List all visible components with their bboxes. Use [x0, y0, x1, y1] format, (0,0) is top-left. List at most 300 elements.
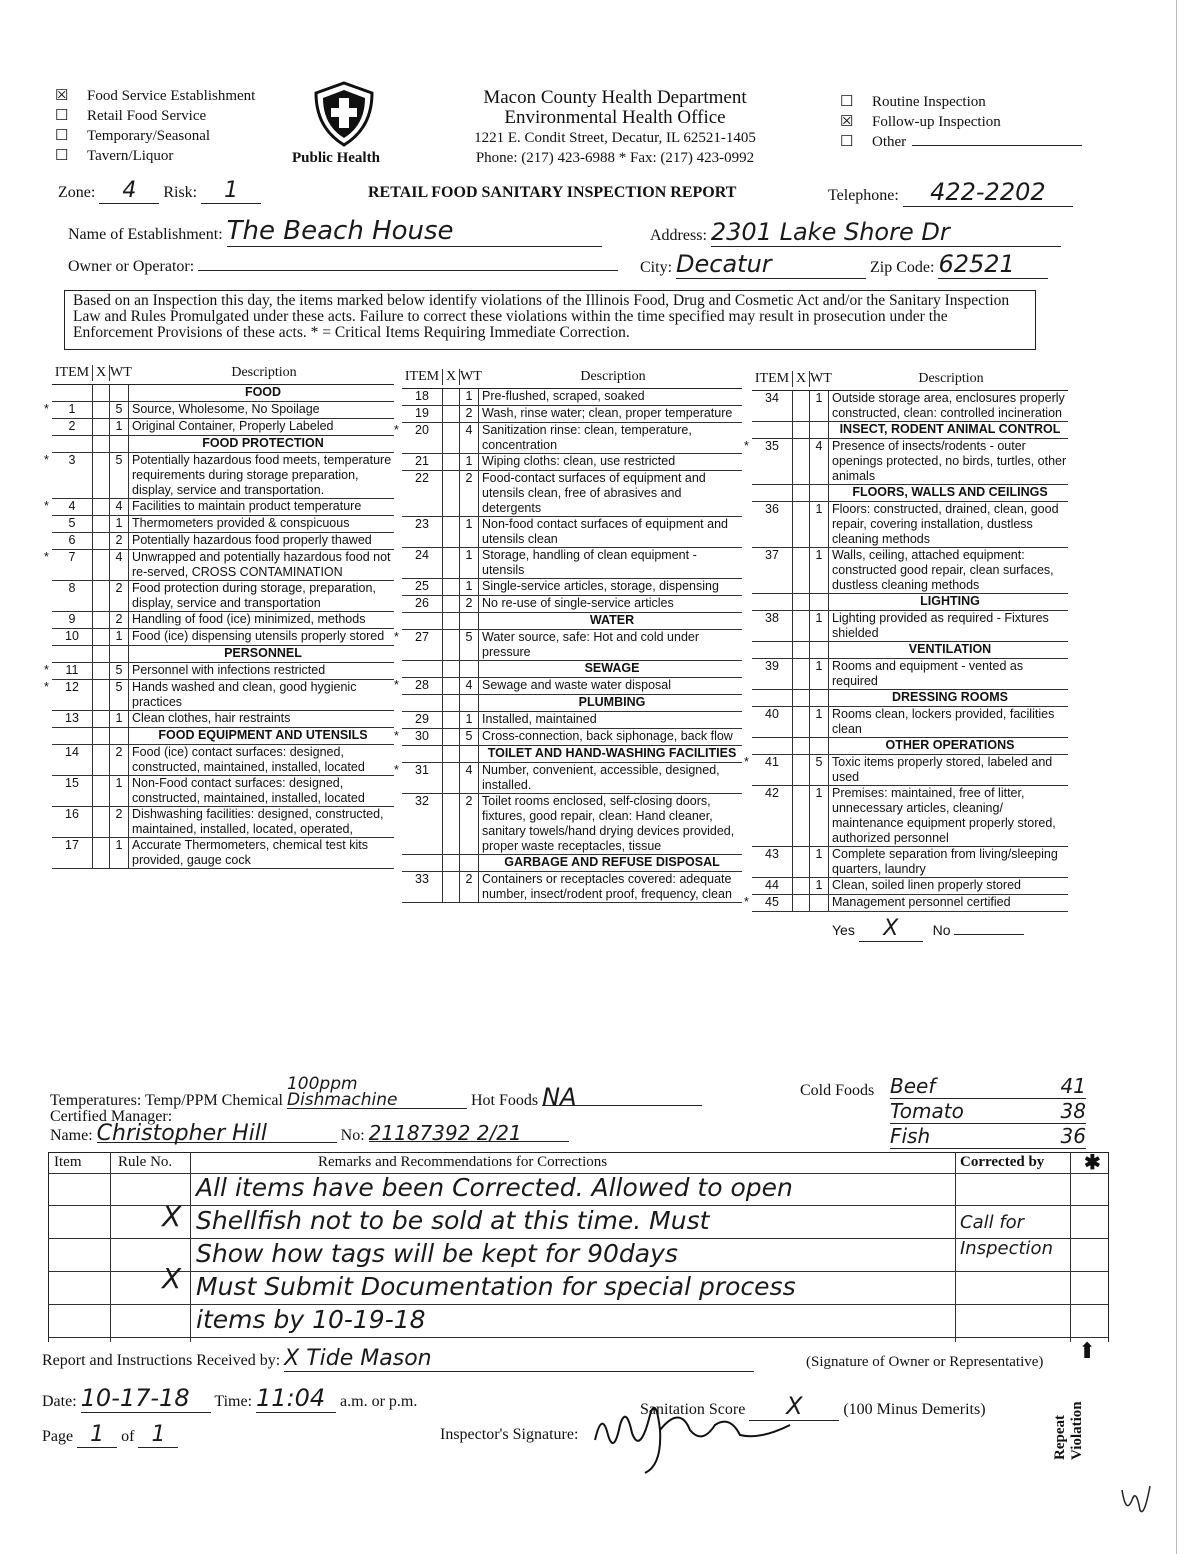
remarks-text-header: Remarks and Recommendations for Corrections: [318, 1154, 608, 1170]
violation-mark-cell[interactable]: [92, 516, 110, 532]
item-number: 8: [68, 581, 76, 595]
checkbox-label: Tavern/Liquor: [87, 148, 174, 164]
item-description: Food-contact surfaces of equipment and utensils clean, free of abrasives and detergents: [482, 471, 706, 515]
score-value: X: [749, 1392, 839, 1421]
violation-mark-cell[interactable]: [792, 878, 810, 894]
item-description: No re-use of single-service articles: [482, 596, 674, 610]
inspection-item-row: [52, 402, 394, 419]
item-number: * 35: [752, 439, 792, 484]
violation-mark-cell[interactable]: [442, 794, 460, 854]
inspection-item-row: [52, 612, 394, 629]
inspection-item-row: [752, 502, 1068, 548]
inspection-item-row: [752, 878, 1068, 895]
violation-mark-cell[interactable]: [92, 402, 110, 418]
item-number: 10: [65, 629, 79, 643]
item-weight: 2: [110, 807, 129, 837]
item-weight: 4: [110, 499, 129, 515]
remarks-right-border: [1108, 1152, 1109, 1342]
section-heading-text: TOILET AND HAND-WASHING FACILITIES: [487, 746, 737, 760]
page-edge: [1176, 0, 1177, 1554]
logo-label: Public Health: [292, 150, 380, 166]
item-weight: 1: [460, 454, 479, 470]
item-weight: 5: [110, 680, 129, 710]
item-description: Original Container, Properly Labeled: [132, 419, 334, 433]
inspector-signature: [590, 1385, 810, 1475]
remarks-rule-header: Rule No.: [118, 1154, 173, 1170]
item-weight: 1: [810, 707, 829, 737]
item-weight: 5: [460, 630, 479, 660]
violation-mark-cell[interactable]: [792, 847, 810, 877]
checkbox-icon[interactable]: ☐: [55, 108, 69, 124]
item-weight: 4: [110, 550, 129, 580]
item-number: 43: [765, 847, 779, 861]
inspection-item-row: [52, 680, 394, 711]
no-mark: [954, 920, 1024, 935]
item-weight: [810, 895, 829, 911]
inspection-item-row: [52, 629, 394, 646]
item-number: 39: [765, 659, 779, 673]
certified-manager-label: Certified Manager:: [50, 1108, 173, 1125]
inspection-item-row: [402, 596, 742, 613]
corrected-by-header: Corrected by: [960, 1154, 1045, 1170]
remark-text: items by 10-19-18: [196, 1305, 426, 1334]
item-weight: 5: [460, 729, 479, 745]
item-number: 18: [415, 389, 429, 403]
item-weight: 1: [460, 517, 479, 547]
received-by-field: [42, 1346, 754, 1372]
item-description: Potentially hazardous food properly thawed: [132, 533, 372, 547]
zone-field: [58, 178, 261, 204]
item-description: Premises: maintained, free of litter, unnecessary articles, cleaning/ maintenance equipment properly stored, authorized personnel: [832, 786, 1056, 845]
risk-value: 1: [201, 178, 261, 204]
item-number: 26: [415, 596, 429, 610]
violation-mark-cell[interactable]: [442, 471, 460, 516]
violation-mark-cell[interactable]: [442, 712, 460, 728]
checkbox-row: [840, 132, 1082, 152]
violation-mark-cell[interactable]: [442, 548, 460, 578]
checkbox-icon[interactable]: ☐: [840, 134, 854, 150]
zone-label: Zone:: [58, 184, 96, 201]
section-heading-text: PLUMBING: [578, 695, 646, 709]
item-description: Presence of insects/rodents - outer openings protected, no birds, turtles, other animals: [832, 439, 1067, 483]
remark-row: [48, 1239, 1108, 1272]
manager-name-value: Christopher Hill: [97, 1126, 337, 1143]
violation-mark-cell[interactable]: [92, 711, 110, 727]
item-description: Handling of food (ice) minimized, methods: [132, 612, 366, 626]
section-heading: [402, 855, 742, 872]
received-by-label: Report and Instructions Received by:: [42, 1352, 281, 1369]
cold-food-temp: 38: [1060, 1099, 1086, 1123]
inspection-item-row: [752, 548, 1068, 594]
violation-mark-cell[interactable]: [792, 895, 810, 911]
section-heading-text: FOOD: [244, 385, 282, 399]
item-description: Containers or receptacles covered: adequate number, insect/rodent proof, frequency, clean: [482, 872, 732, 901]
inspection-item-row: [402, 389, 742, 406]
item-description: Food (ice) contact surfaces: designed, constructed, maintained, installed, located: [132, 745, 365, 774]
section-heading-text: GARBAGE AND REFUSE DISPOSAL: [504, 855, 720, 869]
violation-mark-cell[interactable]: [92, 533, 110, 549]
item-number: 24: [415, 548, 429, 562]
item-description: Management personnel certified: [832, 895, 1011, 909]
violation-mark-cell[interactable]: [442, 517, 460, 547]
hot-foods-value: NA: [542, 1089, 702, 1106]
item-number: 17: [65, 838, 79, 852]
inspection-item-row: [752, 847, 1068, 878]
violation-mark-cell[interactable]: [92, 453, 110, 498]
inspection-item-row: [402, 678, 742, 695]
item-number: 9: [68, 612, 76, 626]
item-number: * 11: [52, 663, 92, 679]
item-weight: 1: [810, 659, 829, 689]
section-heading: [52, 646, 394, 663]
public-health-logo-icon: [312, 80, 376, 148]
item-weight: 1: [110, 776, 129, 806]
margin-scribble: [1118, 1480, 1158, 1520]
item-number: * 3: [52, 453, 92, 498]
item-description: Hands washed and clean, good hygienic practices: [132, 680, 357, 709]
yes-label: Yes: [832, 922, 855, 938]
item-description: Cross-connection, back siphonage, back flow: [482, 729, 733, 743]
item-number: * 12: [52, 680, 92, 710]
inspection-item-row: [752, 895, 1068, 912]
section-heading: [402, 613, 742, 630]
cold-foods-label: Cold Foods: [800, 1082, 875, 1099]
violation-mark-cell[interactable]: [92, 499, 110, 515]
remarks-header: [48, 1152, 1108, 1174]
risk-label: Risk:: [163, 184, 198, 201]
item-description: Rooms and equipment - vented as required: [832, 659, 1024, 688]
violation-mark-cell[interactable]: [92, 663, 110, 679]
violation-mark-cell[interactable]: [92, 776, 110, 806]
item-weight: 1: [110, 629, 129, 645]
violation-mark-cell[interactable]: [442, 872, 460, 902]
item-number: * 41: [752, 755, 792, 785]
item-weight: 1: [810, 786, 829, 846]
checkbox-row: [840, 92, 1082, 112]
establishment-field: [68, 216, 602, 247]
checkbox-row: [55, 86, 255, 106]
section-heading: [52, 436, 394, 453]
inspection-item-row: [52, 550, 394, 581]
address-field: [650, 218, 1061, 247]
item-description: Storage, handling of clean equipment - utensils: [482, 548, 697, 577]
inspection-item-row: [52, 807, 394, 838]
violation-mark-cell[interactable]: [92, 629, 110, 645]
other-blank: [912, 133, 1082, 146]
violation-mark-cell[interactable]: [792, 391, 810, 421]
checkbox-label: Temporary/Seasonal: [87, 128, 211, 144]
item-description: Thermometers provided & conspicuous: [132, 516, 350, 530]
section-heading: [402, 695, 742, 712]
telephone-field: [828, 178, 1073, 207]
cold-food-item: Beef: [890, 1074, 936, 1098]
owner-signature-label: (Signature of Owner or Representative): [806, 1354, 1044, 1370]
item-description: Walls, ceiling, attached equipment: constructed good repair, clean surfaces, dustless cleaning methods: [832, 548, 1054, 592]
corrected-by-notes: [960, 1210, 1053, 1262]
item-description: Accurate Thermometers, chemical test kits provided, gauge cock: [132, 838, 368, 867]
telephone-label: Telephone:: [828, 187, 899, 204]
owner-field: [68, 252, 618, 276]
checkbox-icon[interactable]: ☐: [55, 128, 69, 144]
department-block: [430, 88, 800, 168]
section-heading-text: LIGHTING: [920, 594, 980, 608]
violation-mark-cell[interactable]: [442, 630, 460, 660]
item-description: Unwrapped and potentially hazardous food not re-served, CROSS CONTAMINATION: [132, 550, 391, 579]
violation-mark-cell[interactable]: [442, 389, 460, 405]
of-label: of: [121, 1428, 135, 1445]
item-description: Sewage and waste water disposal: [482, 678, 672, 692]
report-title: RETAIL FOOD SANITARY INSPECTION REPORT: [368, 184, 737, 201]
section-heading: [752, 485, 1068, 502]
item-weight: 1: [810, 548, 829, 593]
owner-value: [198, 252, 618, 271]
inspection-item-row: [402, 406, 742, 423]
cold-food-temp: 36: [1060, 1124, 1086, 1148]
item-description: Toilet rooms enclosed, self-closing doors, fixtures, good repair, clean: Hand cleaner, sanitary towels/hand drying devices provided, proper waste receptacles, tissue: [482, 794, 735, 853]
item-weight: 1: [810, 391, 829, 421]
violation-mark-cell[interactable]: [442, 579, 460, 595]
item-number: * 28: [402, 678, 442, 694]
violation-mark-cell[interactable]: [92, 612, 110, 628]
violation-mark-cell[interactable]: [792, 755, 810, 785]
inspection-item-row: [402, 794, 742, 855]
item-number: * 20: [402, 423, 442, 453]
item-description: Pre-flushed, scraped, soaked: [482, 389, 645, 403]
violation-mark-cell[interactable]: [92, 745, 110, 775]
violation-mark-cell[interactable]: [792, 611, 810, 641]
item-number: 15: [65, 776, 79, 790]
inspection-item-row: [402, 454, 742, 471]
item-description: Wash, rinse water; clean, proper temperature: [482, 406, 733, 420]
item-number: * 1: [52, 402, 92, 418]
inspection-item-row: [52, 419, 394, 436]
cold-food-item: Tomato: [890, 1099, 964, 1123]
item-number: 37: [765, 548, 779, 562]
am-pm-label: a.m. or p.m.: [340, 1393, 418, 1410]
inspection-item-row: [752, 391, 1068, 422]
page-value: 1: [77, 1422, 117, 1448]
section-heading-text: SEWAGE: [584, 661, 640, 675]
item-description: Facilities to maintain product temperature: [132, 499, 362, 513]
item-number: 25: [415, 579, 429, 593]
violation-mark-cell[interactable]: [792, 659, 810, 689]
violation-mark-cell[interactable]: [442, 678, 460, 694]
item-weight: 2: [110, 581, 129, 611]
remark-text: Must Submit Documentation for special process: [196, 1272, 796, 1301]
received-by-signature: X Tide Mason: [284, 1346, 754, 1372]
date-label: Date:: [42, 1393, 77, 1410]
section-heading: [52, 728, 394, 745]
item-weight: 2: [110, 745, 129, 775]
temperatures-block: [50, 1076, 702, 1144]
no-label: No: [932, 922, 951, 938]
item-number: 13: [65, 711, 79, 725]
inspection-item-row: [402, 548, 742, 579]
temps-label: Temperatures: Temp/PPM Chemical: [50, 1092, 283, 1109]
item-weight: 4: [810, 439, 829, 484]
item-description: Single-service articles, storage, dispensing: [482, 579, 719, 593]
item-number: * 27: [402, 630, 442, 660]
inspection-item-row: [52, 516, 394, 533]
cert-number-value: 21187392 2/21: [369, 1125, 569, 1142]
remark-x-mark: X: [162, 1200, 182, 1233]
item-weight: 1: [460, 389, 479, 405]
item-number: * 30: [402, 729, 442, 745]
item-description: Food (ice) dispensing utensils properly stored: [132, 629, 385, 643]
checked-box-icon[interactable]: ☒: [55, 88, 69, 104]
establishment-value: The Beach House: [227, 216, 602, 247]
cold-food-temp: 41: [1060, 1074, 1086, 1098]
item-weight: 1: [110, 419, 129, 435]
corrected-by-text: Inspection: [960, 1238, 1053, 1259]
item-weight: 5: [110, 453, 129, 498]
violation-mark-cell[interactable]: [792, 786, 810, 846]
owner-label: Owner or Operator:: [68, 258, 195, 275]
yes-mark: X: [859, 916, 923, 942]
item-weight: 1: [810, 878, 829, 894]
section-heading-text: FOOD EQUIPMENT AND UTENSILS: [158, 728, 368, 742]
inspection-item-row: [402, 729, 742, 746]
section-heading: [752, 642, 1068, 659]
inspection-item-row: [752, 755, 1068, 786]
inspection-item-row: [752, 707, 1068, 738]
item-description: Complete separation from living/sleeping quarters, laundry: [832, 847, 1058, 876]
violation-mark-cell[interactable]: [792, 707, 810, 737]
violation-mark-cell[interactable]: [442, 596, 460, 612]
item-weight: 2: [460, 794, 479, 854]
item-description: Installed, maintained: [482, 712, 597, 726]
section-heading-text: WATER: [589, 613, 635, 627]
items-column-3: [752, 368, 1068, 942]
item-weight: 1: [810, 502, 829, 547]
item-number: 16: [65, 807, 79, 821]
city-value: Decatur: [676, 250, 866, 279]
section-heading: [402, 746, 742, 763]
section-heading-text: FOOD PROTECTION: [202, 436, 324, 450]
section-heading: [752, 422, 1068, 439]
score-label: Sanitation Score: [640, 1401, 746, 1418]
item-description: Rooms clean, lockers provided, facilities clean: [832, 707, 1055, 736]
violation-mark-cell[interactable]: [92, 680, 110, 710]
violation-mark-cell[interactable]: [92, 419, 110, 435]
score-note: (100 Minus Demerits): [843, 1401, 986, 1418]
violation-mark-cell[interactable]: [442, 729, 460, 745]
address-value: 2301 Lake Shore Dr: [711, 218, 1061, 247]
checkbox-icon[interactable]: ☐: [840, 94, 854, 110]
inspection-item-row: [52, 533, 394, 550]
up-arrow-icon: ⬆: [1078, 1338, 1097, 1363]
violation-mark-cell[interactable]: [792, 548, 810, 593]
time-label: Time:: [214, 1393, 253, 1410]
item-description: Clean clothes, hair restraints: [132, 711, 291, 725]
establishment-label: Name of Establishment:: [68, 226, 223, 243]
items-column-1: [52, 362, 394, 869]
item-number: 19: [415, 406, 429, 420]
violation-mark-cell[interactable]: [92, 550, 110, 580]
column-header: ITEM X WT Description: [752, 368, 1068, 391]
item-weight: 1: [810, 611, 829, 641]
remark-text: All items have been Corrected. Allowed to open: [196, 1173, 793, 1202]
inspection-item-row: [752, 659, 1068, 690]
item-description: Clean, soiled linen properly stored: [832, 878, 1021, 892]
section-heading-text: FLOORS, WALLS AND CEILINGS: [852, 485, 1048, 499]
item-number: * 45: [752, 895, 792, 911]
inspection-item-row: [402, 471, 742, 517]
section-heading: [402, 661, 742, 678]
checked-box-icon[interactable]: ☒: [840, 114, 854, 130]
inspection-item-row: [52, 453, 394, 499]
section-heading-text: OTHER OPERATIONS: [885, 738, 1015, 752]
date-value: 10-17-18: [81, 1384, 211, 1413]
inspection-item-row: [402, 423, 742, 454]
remark-text: Shellfish not to be sold at this time. Must: [196, 1206, 710, 1235]
item-weight: 2: [460, 872, 479, 902]
date-field: [42, 1384, 417, 1413]
violation-mark-cell[interactable]: [442, 454, 460, 470]
item-description: Lighting provided as required - Fixtures shielded: [832, 611, 1049, 640]
time-value: 11:04: [256, 1384, 336, 1413]
chemical-value: 100ppm Dishmachine: [287, 1076, 467, 1109]
item-number: 23: [415, 517, 429, 531]
inspection-item-row: [402, 712, 742, 729]
item-number: 42: [765, 786, 779, 800]
violation-mark-cell[interactable]: [442, 763, 460, 793]
inspection-item-row: [52, 499, 394, 516]
telephone-value: 422-2202: [903, 178, 1073, 207]
department-name: Macon County Health Department: [483, 87, 747, 108]
inspection-type-list: [840, 92, 1082, 152]
violation-mark-cell[interactable]: [442, 406, 460, 422]
remark-row: [48, 1305, 1108, 1338]
inspection-item-row: [52, 776, 394, 807]
cold-food-item: Fish: [890, 1124, 931, 1148]
zone-value: 4: [99, 178, 159, 204]
violation-mark-cell[interactable]: [92, 807, 110, 837]
page-field: [42, 1422, 178, 1448]
item-description: Wiping cloths: clean, use restricted: [482, 454, 676, 468]
cold-foods-list: [890, 1074, 1086, 1149]
section-heading-text: DRESSING ROOMS: [892, 690, 1008, 704]
item-description: Source, Wholesome, No Spoilage: [132, 402, 320, 416]
section-heading-text: VENTILATION: [908, 642, 992, 656]
inspection-item-row: [402, 630, 742, 661]
item-description: Dishwashing facilities: designed, constructed, maintained, installed, located, operated,: [132, 807, 384, 836]
checkbox-label: Other: [872, 134, 907, 150]
violation-mark-cell[interactable]: [792, 502, 810, 547]
item-weight: 5: [810, 755, 829, 785]
violation-mark-cell[interactable]: [442, 423, 460, 453]
management-certified-answer: [752, 916, 1068, 942]
item-number: 29: [415, 712, 429, 726]
checkbox-label: Retail Food Service: [87, 108, 207, 124]
item-weight: 2: [110, 533, 129, 549]
item-number: * 7: [52, 550, 92, 580]
column-header: ITEM X WT Description: [402, 366, 742, 389]
item-number: * 31: [402, 763, 442, 793]
violation-mark-cell[interactable]: [92, 838, 110, 868]
inspection-item-row: [752, 611, 1068, 642]
checkbox-label: Food Service Establishment: [87, 88, 256, 104]
checkbox-row: [55, 106, 255, 126]
violation-mark-cell[interactable]: [92, 581, 110, 611]
checkbox-icon[interactable]: ☐: [55, 148, 69, 164]
item-number: 14: [65, 745, 79, 759]
city-label: City:: [640, 259, 673, 276]
item-weight: 2: [460, 471, 479, 516]
violation-mark-cell[interactable]: [792, 439, 810, 484]
item-weight: 1: [110, 516, 129, 532]
inspection-item-row: [752, 786, 1068, 847]
